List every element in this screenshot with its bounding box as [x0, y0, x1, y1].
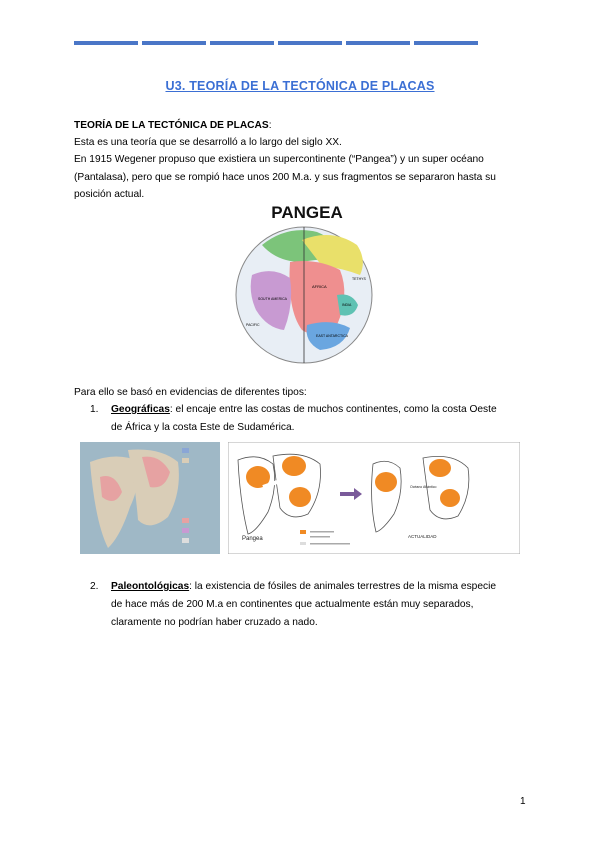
section-heading-text: TEORÍA DE LA TECTÓNICA DE PLACAS — [74, 120, 269, 131]
label-actualidad: ACTUALIDAD — [408, 534, 437, 539]
pangea-title: PANGEA — [271, 203, 343, 222]
geologic-fit-map — [80, 442, 220, 554]
legend-text-line-2 — [310, 536, 330, 538]
intro-line-1: Esta es una teoría que se desarrolló a lo largo del siglo XX. — [74, 137, 342, 148]
label-pacific: PACIFIC — [246, 323, 260, 327]
evidence-intro: Para ello se basó en evidencias de diferentes tipos: — [74, 387, 307, 398]
label-africa: AFRICA — [312, 284, 327, 289]
legend-swatch-4 — [182, 528, 189, 533]
list-1-line2: de África y la costa Este de Sudamérica. — [111, 422, 295, 433]
list-1-line1: : el encaje entre las costas de muchos continentes, como la costa Oeste — [169, 404, 497, 415]
list-number-2: 2. — [90, 581, 99, 592]
legend-swatch-5 — [182, 538, 189, 543]
label-south-america: SOUTH AMERICA — [258, 297, 287, 301]
pangea-figure — [232, 200, 382, 370]
list-2-line3: claramente no podrían haber cruzado a nado. — [111, 617, 318, 628]
page-number: 1 — [520, 796, 526, 807]
label-pangea: Pangea — [242, 536, 263, 542]
intro-line-3: (Pantalasa), pero que se rompió hace unos 200 M.a. y sus fragmentos se separaron hasta su — [74, 172, 496, 183]
list-number-1: 1. — [90, 404, 99, 415]
legend-swatch-orange — [300, 530, 306, 534]
section-heading-colon: : — [268, 120, 272, 131]
label-antarctica: EAST ANTARCTICA — [316, 334, 348, 338]
present-craton-3 — [440, 489, 460, 507]
list-body-1 — [111, 401, 531, 437]
legend-swatch-grey — [300, 542, 306, 545]
header-rule — [74, 41, 478, 45]
pangea-craton-2 — [282, 456, 306, 476]
continent-fit-diagram — [228, 442, 520, 554]
page-title: U3. TEORÍA DE LA TECTÓNICA DE PLACAS — [165, 79, 435, 93]
term-geograficas: Geográficas — [111, 404, 170, 415]
label-ocean: Océano Atlántico — [410, 485, 437, 489]
intro-line-2: En 1915 Wegener propuso que existiera un supercontinente (“Pangea”) y un super océano — [74, 154, 484, 165]
present-craton-1 — [375, 472, 397, 492]
label-india: INDIA — [342, 303, 352, 307]
list-body-2 — [111, 578, 531, 632]
legend-swatch-1 — [182, 448, 189, 453]
legend-swatch-2 — [182, 458, 189, 463]
present-craton-2 — [429, 459, 451, 477]
pangea-craton-3 — [289, 487, 311, 507]
legend-swatch-3 — [182, 518, 189, 523]
legend-text-line-1 — [310, 531, 334, 533]
list-2-line1: : la existencia de fósiles de animales terrestres de la misma especie — [189, 581, 497, 592]
list-2-line2: de hace más de 200 M.a en continentes que actualmente están muy separados, — [111, 599, 474, 610]
term-paleontologicas: Paleontológicas — [111, 581, 190, 592]
label-tethys: TETHYS — [352, 277, 366, 281]
legend-text-line-3 — [310, 543, 350, 545]
intro-line-4: posición actual. — [74, 189, 145, 200]
section-heading — [74, 117, 272, 135]
